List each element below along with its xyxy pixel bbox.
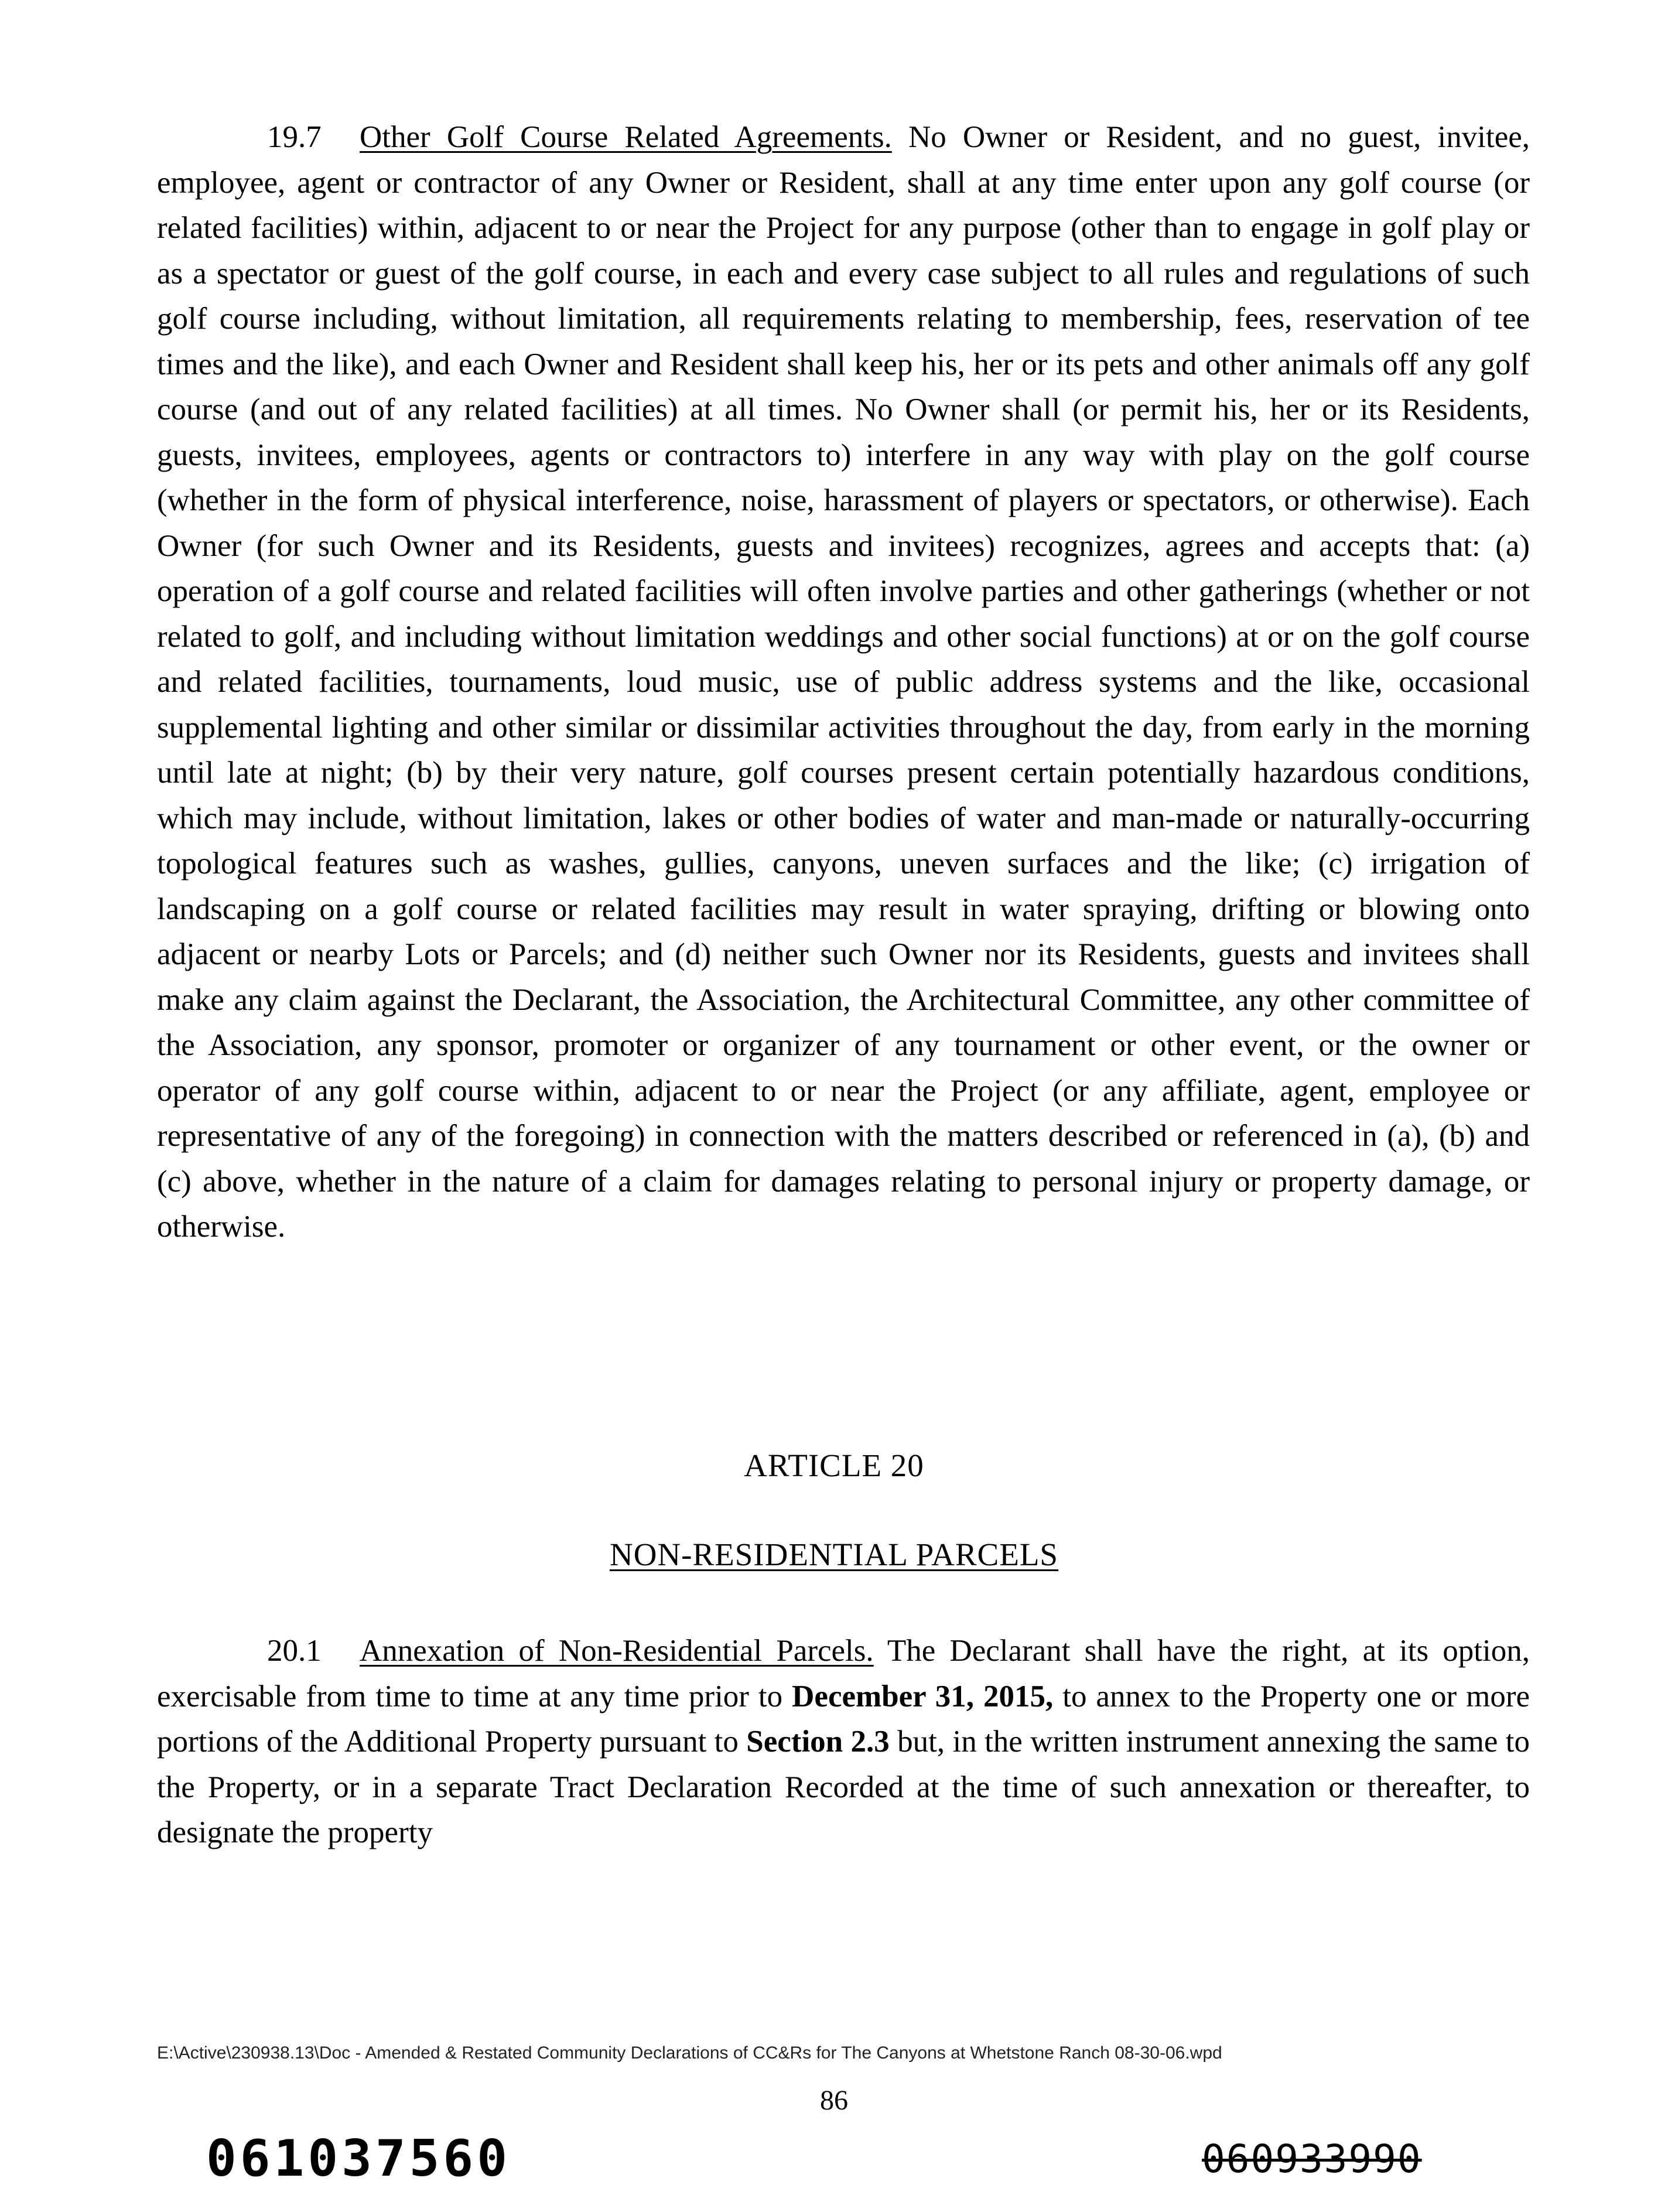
section-19-7-number: 19.7	[267, 120, 322, 154]
section-20-1-text-3: but, in the written instrument annexing the same to the Property, or in a separate Tract Declaration Recorded at the time of such annexation or thereafter, to designate the property	[157, 1725, 1530, 1849]
document-number-stamp: 061037560	[206, 2129, 511, 2188]
article-label: ARTICLE 20	[744, 1448, 924, 1483]
article-title-text: NON-RESIDENTIAL PARCELS	[609, 1537, 1059, 1572]
section-19-7-title: Other Golf Course Related Agreements.	[360, 120, 892, 154]
section-20-1-date: December 31, 2015,	[792, 1679, 1054, 1713]
section-19-7-body: No Owner or Resident, and no guest, invitee, employee, agent or contractor of any Owner or Resident, shall at any time enter upon any golf course (or related facilities) within, adjacent to or near the Project for any purpose (other than to engage in golf play or as a spectator or guest of the golf course, in each and every case subject to all rules and regulations of such golf course including, without limitation, all requirements relating to membership, fees, reservation of tee times and the like), and each Owner and Resident shall keep his, her or its pets and other animals off any golf course (and out of any related facilities) at all times. No Owner shall (or permit his, her or its Residents, guests, invitees, employees, agents or contractors to) interfere in any way with play on the golf course (whether in the form of physical interference, noise, harassment of players or spectators, or otherwise). Each Owner (for such Owner and its Residents, guests and invitees) recognizes, agrees and accepts that: (a) operation of a golf course and related facilities will often involve parties and other gatherings (whether or not related to golf, and including without limitation weddings and other social functions) at or on the golf course and related facilities, tournaments, loud music, use of public address systems and the like, occasional supplemental lighting and other similar or dissimilar activities throughout the day, from early in the morning until late at night; (b) by their very nature, golf courses present certain potentially hazardous conditions, which may include, without limitation, lakes or other bodies of water and man-made or naturally-occurring topological features such as washes, gullies, canyons, uneven surfaces and the like; (c) irrigation of landscaping on a golf course or related facilities may result in water spraying, drifting or blowing onto adjacent or nearby Lots or Parcels; and (d) neither such Owner nor its Residents, guests and invitees shall make any claim against the Declarant, the Association, the Architectural Committee, any other committee of the Association, any sponsor, promoter or organizer of any tournament or other event, or the owner or operator of any golf course within, adjacent to or near the Project (or any affiliate, agent, employee or representative of any of the foregoing) in connection with the matters described or referenced in (a), (b) and (c) above, whether in the nature of a claim for damages relating to personal injury or property damage, or otherwise.	[157, 120, 1530, 1244]
section-20-1-number: 20.1	[267, 1634, 322, 1668]
section-20-1-section-ref: Section 2.3	[746, 1725, 890, 1759]
struck-document-number: 060933990	[1202, 2136, 1422, 2182]
footer-file-path: E:\Active\230938.13\Doc - Amended & Restated Community Declarations of CC&Rs for The Canyons at Whetstone Ranch 08-30-06.wpd	[157, 2043, 1222, 2063]
section-19-7-paragraph	[157, 115, 1530, 1250]
section-20-1-text-1: The Declarant shall have the right, at its option, exercisable from time to time at any time prior to	[157, 1634, 1530, 1713]
section-20-1-paragraph	[157, 1629, 1530, 1856]
article-title	[0, 1536, 1668, 1573]
page-number: 86	[820, 2085, 848, 2116]
section-20-1-title: Annexation of Non-Residential Parcels.	[360, 1634, 874, 1668]
section-20-1-text-2: to annex to the Property one or more portions of the Additional Property pursuant to	[157, 1679, 1530, 1759]
